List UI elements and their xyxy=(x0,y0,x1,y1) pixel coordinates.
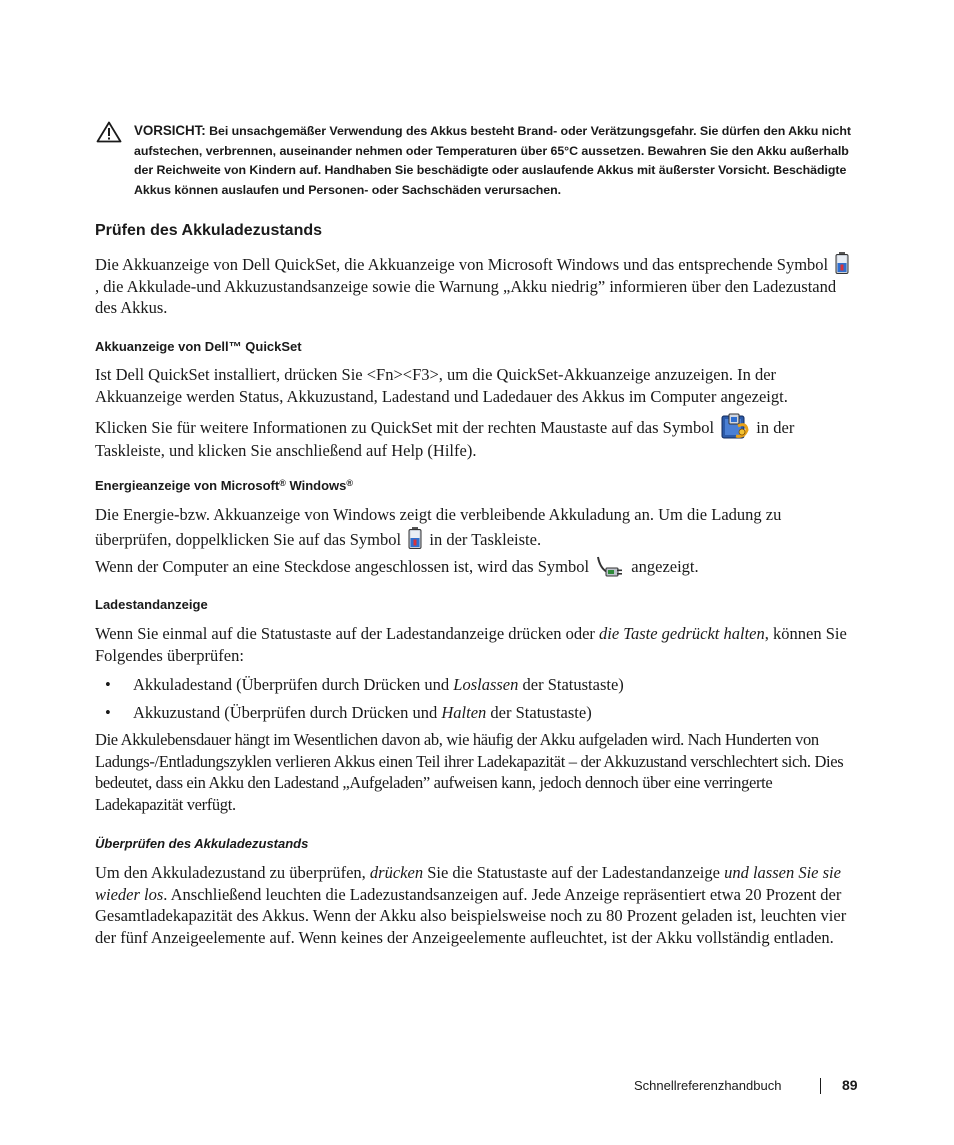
help-label: Help xyxy=(391,441,424,460)
quickset-icon xyxy=(720,412,750,440)
windows-heading-text-1: Energieanzeige von Microsoft xyxy=(95,478,280,493)
windows-meter-heading xyxy=(95,478,859,493)
charge-gauge-paragraph-1 xyxy=(95,623,859,666)
quickset-text-1: Klicken Sie für weitere Informationen zu QuickSet mit der rechten Maustaste auf das Symbol xyxy=(95,418,719,437)
check-text-1: Um den Akkuladezustand zu überprüfen, xyxy=(95,863,370,882)
check-charge-paragraph xyxy=(95,862,859,948)
bullet-text: der Statustaste) xyxy=(518,675,624,694)
quickset-heading: Akkuanzeige von Dell™ QuickSet xyxy=(95,339,302,354)
battery-icon xyxy=(834,251,850,275)
bullet-text: Akkuzustand (Überprüfen durch Drücken und xyxy=(133,703,442,722)
warning-body: Bei unsachgemäßer Verwendung des Akkus besteht Brand- oder Verätzungsgefahr. Sie dürfen den Akku nicht aufstechen, verbrennen, auseinander nehmen oder Temperaturen über 65°C aussetzen. Bewahren Sie den Akku außerhalb der Reichweite von Kindern auf. Handhaben Sie beschädigte oder auslaufende Akkus mit äußerster Vorsicht. Beschädigte Akkus können auslaufen und Personen- oder Sachschäden verursachen. xyxy=(134,124,851,197)
intro-paragraph xyxy=(95,251,859,319)
bullet-italic: Loslassen xyxy=(453,675,519,694)
warning-triangle-icon xyxy=(96,121,122,143)
bullet-item-charge xyxy=(133,674,624,696)
footer-separator xyxy=(820,1078,821,1094)
registered-mark: ® xyxy=(346,478,354,488)
check-italic-2: und lassen Sie sie wieder los xyxy=(95,863,841,904)
intro-text-2: , die Akkulade-und Akkuzustandsanzeige sowie die Warnung „Akku niedrig” informieren über den Ladezustand des Akkus. xyxy=(95,276,837,317)
footer-title: Schnellreferenzhandbuch xyxy=(634,1078,782,1093)
bullet-italic: Halten xyxy=(441,703,487,722)
bullet-text: Akkuladestand (Überprüfen durch Drücken und xyxy=(133,675,454,694)
battery-icon xyxy=(407,526,423,550)
windows-heading-text-2: Windows xyxy=(285,478,347,493)
windows-meter-paragraph-2 xyxy=(95,554,859,580)
windows-text-1: Die Energie-bzw. Akkuanzeige von Windows zeigt die verbleibende Akkuladung an. Um die Ladung zu überprüfen, doppelklicken Sie auf das Symbol xyxy=(95,505,782,549)
quickset-paragraph-2 xyxy=(95,412,859,462)
quickset-text-2: in der Taskleiste, und klicken Sie anschließend auf xyxy=(95,418,795,460)
gauge-text-1: Wenn Sie einmal auf die Statustaste auf der Ladestandanzeige drücken oder xyxy=(95,624,600,643)
power-plug-icon xyxy=(595,554,625,580)
quickset-paragraph-1: Ist Dell QuickSet installiert, drücken Sie <Fn><F3>, um die QuickSet-Akkuanzeige anzuzeigen. In der Akkuanzeige werden Status, Akkuzustand, Ladestand und Ladedauer des Akkus im Computer angezeigt. xyxy=(95,365,788,406)
gauge-italic: die Taste gedrückt halten xyxy=(599,624,765,643)
bullet-marker: • xyxy=(105,675,111,694)
check-text-2: Sie die Statustaste auf der Ladestandanzeige xyxy=(423,863,725,882)
bullet-marker: • xyxy=(105,703,111,722)
check-text-3: . Anschließend leuchten die Ladezustandsanzeigen auf. Jede Anzeige repräsentiert etwa 20 Prozent der Gesamtladekapazität des Akkus. Wenn der Akku also beispielsweise noch zu 80 Prozent geladen ist, leuchten vier der fünf Anzeigeelemente auf. Wenn keines der Anzeigeelemente aufleuchtet, ist der Akku vollständig entladen. xyxy=(95,884,847,947)
warning-label: VORSICHT: xyxy=(134,123,206,138)
windows-text-3: Wenn der Computer an eine Steckdose angeschlossen ist, wird das Symbol xyxy=(95,557,594,576)
battery-life-paragraph: Die Akkulebensdauer hängt im Wesentlichen davon ab, wie häufig der Akku aufgeladen wird. Nach Hunderten von Ladungs-/Entladungszyklen verlieren Akkus einen Teil ihrer Ladekapazität – der Akkuzustand verschlechtert sich. Dies bedeutet, dass ein Akku den Ladestand „Aufgeladen” aufweisen kann, jedoch dennoch über eine verringerte Ladekapazität verfügt. xyxy=(95,730,844,814)
quickset-text-3: (Hilfe). xyxy=(423,441,477,460)
warning-notice xyxy=(134,121,858,200)
page-number: 89 xyxy=(842,1077,858,1093)
windows-text-4: angezeigt. xyxy=(627,557,699,576)
windows-meter-paragraph-1 xyxy=(95,504,859,550)
section-title: Prüfen des Akkuladezustands xyxy=(95,222,323,239)
registered-mark: ® xyxy=(279,478,286,488)
bullet-item-health xyxy=(133,702,592,724)
gauge-text-2: , können Sie Folgendes überprüfen: xyxy=(95,624,847,665)
charge-gauge-heading: Ladestandanzeige xyxy=(95,597,208,612)
intro-text-1: Die Akkuanzeige von Dell QuickSet, die Akkuanzeige von Microsoft Windows und das entsprechende Symbol xyxy=(95,255,833,274)
check-italic-1: drücken xyxy=(369,863,424,882)
windows-text-2: in der Taskleiste. xyxy=(425,529,542,549)
bullet-text: der Statustaste) xyxy=(486,703,592,722)
check-charge-heading: Überprüfen des Akkuladezustands xyxy=(95,836,309,851)
